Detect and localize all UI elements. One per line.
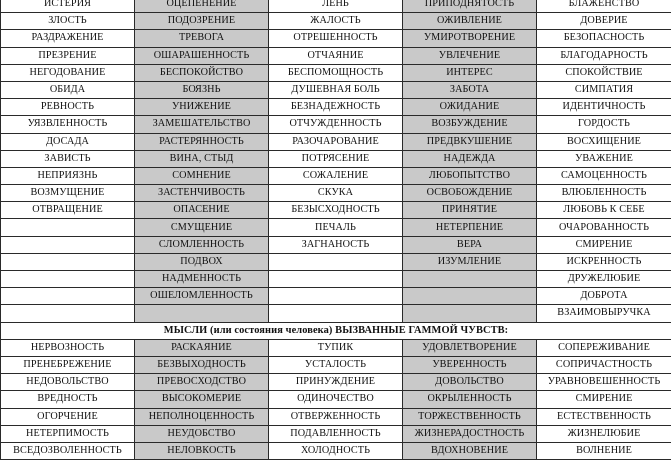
table-row bbox=[1, 442, 671, 459]
table-cell: ИЗУМЛЕНИЕ bbox=[403, 253, 537, 270]
table-row bbox=[1, 99, 671, 116]
table-cell: ЗЛОСТЬ bbox=[1, 13, 135, 30]
table-cell: ВОСХИЩЕНИЕ bbox=[537, 133, 671, 150]
table-cell: СПОКОЙСТВИЕ bbox=[537, 64, 671, 81]
table-cell: РАСКАЯНИЕ bbox=[135, 339, 269, 356]
feelings-section bbox=[1, 0, 671, 322]
table-cell: ПРЕВОСХОДСТВО bbox=[135, 374, 269, 391]
table-cell: ТОРЖЕСТВЕННОСТЬ bbox=[403, 408, 537, 425]
table-cell: ОЖИДАНИЕ bbox=[403, 99, 537, 116]
table-cell: ОДИНОЧЕСТВО bbox=[269, 391, 403, 408]
table-cell: ОТВЕРЖЕННОСТЬ bbox=[269, 408, 403, 425]
table-cell bbox=[1, 288, 135, 305]
table-cell: ВЛЮБЛЕННОСТЬ bbox=[537, 185, 671, 202]
table-cell: ПРЕЗРЕНИЕ bbox=[1, 47, 135, 64]
table-row bbox=[1, 30, 671, 47]
table-row bbox=[1, 185, 671, 202]
table-cell: УДОВЛЕТВОРЕНИЕ bbox=[403, 339, 537, 356]
table-cell bbox=[1, 219, 135, 236]
table-cell: РАЗДРАЖЕНИЕ bbox=[1, 30, 135, 47]
table-cell: ОСВОБОЖДЕНИЕ bbox=[403, 185, 537, 202]
table-cell bbox=[269, 288, 403, 305]
table-cell: НЕЛОВКОСТЬ bbox=[135, 442, 269, 459]
table-cell bbox=[269, 271, 403, 288]
section-header-group bbox=[1, 322, 671, 339]
table-cell: БЕЗЫСХОДНОСТЬ bbox=[269, 202, 403, 219]
table-cell: ПОДВОХ bbox=[135, 253, 269, 270]
table-cell bbox=[403, 305, 537, 322]
table-cell: СОЖАЛЕНИЕ bbox=[269, 167, 403, 184]
table-cell bbox=[269, 253, 403, 270]
table-cell: НЕТЕРПЕНИЕ bbox=[403, 219, 537, 236]
table-cell: ПРИНУЖДЕНИЕ bbox=[269, 374, 403, 391]
table-cell: ТРЕВОГА bbox=[135, 30, 269, 47]
table-cell: БЕЗВЫХОДНОСТЬ bbox=[135, 356, 269, 373]
table-cell: ИДЕНТИЧНОСТЬ bbox=[537, 99, 671, 116]
table-row bbox=[1, 219, 671, 236]
table-cell: ПРЕНЕБРЕЖЕНИЕ bbox=[1, 356, 135, 373]
table-cell: НАДМЕННОСТЬ bbox=[135, 271, 269, 288]
table-cell bbox=[403, 271, 537, 288]
table-cell: УРАВНОВЕШЕННОСТЬ bbox=[537, 374, 671, 391]
table-cell: УСТАЛОСТЬ bbox=[269, 356, 403, 373]
table-cell: ВЕРА bbox=[403, 236, 537, 253]
table-cell: ДОВОЛЬСТВО bbox=[403, 374, 537, 391]
table-cell: СОПРИЧАСТНОСТЬ bbox=[537, 356, 671, 373]
table-cell: НЕПРИЯЗНЬ bbox=[1, 167, 135, 184]
table-cell: ОЧАРОВАННОСТЬ bbox=[537, 219, 671, 236]
table-row bbox=[1, 305, 671, 322]
table-cell: ДОБРОТА bbox=[537, 288, 671, 305]
table-cell: ПОДОЗРЕНИЕ bbox=[135, 13, 269, 30]
table-cell: НАДЕЖДА bbox=[403, 150, 537, 167]
table-cell: ДУШЕВНАЯ БОЛЬ bbox=[269, 81, 403, 98]
table-cell: ЗАБОТА bbox=[403, 81, 537, 98]
thoughts-section bbox=[1, 339, 671, 459]
table-cell: СКУКА bbox=[269, 185, 403, 202]
table-cell: ИНТЕРЕС bbox=[403, 64, 537, 81]
table-cell: ЖИЗНЕРАДОСТНОСТЬ bbox=[403, 425, 537, 442]
table-cell: СОМНЕНИЕ bbox=[135, 167, 269, 184]
table-cell: СОПЕРЕЖИВАНИЕ bbox=[537, 339, 671, 356]
table-cell: ЖАЛОСТЬ bbox=[269, 13, 403, 30]
table-cell: ДОСАДА bbox=[1, 133, 135, 150]
table-cell: БЛАЖЕНСТВО bbox=[537, 0, 671, 13]
table-cell bbox=[1, 305, 135, 322]
table-row bbox=[1, 150, 671, 167]
table-row bbox=[1, 81, 671, 98]
table-row bbox=[1, 133, 671, 150]
table-cell bbox=[1, 236, 135, 253]
table-cell: УМИРОТВОРЕНИЕ bbox=[403, 30, 537, 47]
table-cell: РАЗОЧАРОВАНИЕ bbox=[269, 133, 403, 150]
table-cell: ВДОХНОВЕНИЕ bbox=[403, 442, 537, 459]
table-cell: БЕСПОКОЙСТВО bbox=[135, 64, 269, 81]
table-row bbox=[1, 202, 671, 219]
table-cell: СЛОМЛЕННОСТЬ bbox=[135, 236, 269, 253]
table-row bbox=[1, 116, 671, 133]
table-cell: ГОРДОСТЬ bbox=[537, 116, 671, 133]
table-cell: СИМПАТИЯ bbox=[537, 81, 671, 98]
section-header: МЫСЛИ (или состояния человека) ВЫЗВАННЫЕ ГАММОЙ ЧУВСТВ: bbox=[1, 322, 671, 339]
table-cell: ВРЕДНОСТЬ bbox=[1, 391, 135, 408]
table-row bbox=[1, 64, 671, 81]
table-cell: ЛЮБОПЫТСТВО bbox=[403, 167, 537, 184]
table-cell: БЛАГОДАРНОСТЬ bbox=[537, 47, 671, 64]
table-row bbox=[1, 0, 671, 13]
table-cell: ЗАГНАНОСТЬ bbox=[269, 236, 403, 253]
table-cell: СМИРЕНИЕ bbox=[537, 391, 671, 408]
table-row bbox=[1, 47, 671, 64]
table-cell: ВЗАИМОВЫРУЧКА bbox=[537, 305, 671, 322]
table-cell: ВОЗБУЖДЕНИЕ bbox=[403, 116, 537, 133]
table-cell: НЕТЕРПИМОСТЬ bbox=[1, 425, 135, 442]
table-cell: НЕРВОЗНОСТЬ bbox=[1, 339, 135, 356]
table-row bbox=[1, 425, 671, 442]
table-cell: ЖИЗНЕЛЮБИЕ bbox=[537, 425, 671, 442]
table-cell: НЕПОЛНОЦЕННОСТЬ bbox=[135, 408, 269, 425]
table-cell: ОТРЕШЕННОСТЬ bbox=[269, 30, 403, 47]
table-cell: БОЯЗНЬ bbox=[135, 81, 269, 98]
table-row bbox=[1, 288, 671, 305]
table-cell: ОБИДА bbox=[1, 81, 135, 98]
table-cell: ПОДАВЛЕННОСТЬ bbox=[269, 425, 403, 442]
table-cell: ПОТРЯСЕНИЕ bbox=[269, 150, 403, 167]
table-cell: ОТВРАЩЕНИЕ bbox=[1, 202, 135, 219]
table-cell: ЕСТЕСТВЕННОСТЬ bbox=[537, 408, 671, 425]
table-cell: ЛЕНЬ bbox=[269, 0, 403, 13]
table-row bbox=[1, 253, 671, 270]
table-row bbox=[1, 391, 671, 408]
table-cell: БЕСПОМОЩНОСТЬ bbox=[269, 64, 403, 81]
table-cell: БЕЗНАДЕЖНОСТЬ bbox=[269, 99, 403, 116]
table-cell: ОТЧУЖДЕННОСТЬ bbox=[269, 116, 403, 133]
table-row bbox=[1, 271, 671, 288]
table-cell: УВАЖЕНИЕ bbox=[537, 150, 671, 167]
table-cell: СМИРЕНИЕ bbox=[537, 236, 671, 253]
table-cell: ДРУЖЕЛЮБИЕ bbox=[537, 271, 671, 288]
table-cell: ЗАМЕШАТЕЛЬСТВО bbox=[135, 116, 269, 133]
table-cell: ОШАРАШЕННОСТЬ bbox=[135, 47, 269, 64]
table-cell: ПРИПОДНЯТОСТЬ bbox=[403, 0, 537, 13]
section-header-row bbox=[1, 322, 671, 339]
table-cell bbox=[403, 288, 537, 305]
table-cell: РЕВНОСТЬ bbox=[1, 99, 135, 116]
table-cell: БЕЗОПАСНОСТЬ bbox=[537, 30, 671, 47]
table-cell: ЛЮБОВЬ К СЕБЕ bbox=[537, 202, 671, 219]
table-cell: УВЕРЕННОСТЬ bbox=[403, 356, 537, 373]
table-cell bbox=[1, 253, 135, 270]
table-cell: УВЛЕЧЕНИЕ bbox=[403, 47, 537, 64]
table-row bbox=[1, 374, 671, 391]
table-row bbox=[1, 167, 671, 184]
table-cell: ВОЗМУЩЕНИЕ bbox=[1, 185, 135, 202]
table-cell bbox=[135, 305, 269, 322]
table-cell: ОГОРЧЕНИЕ bbox=[1, 408, 135, 425]
table-cell: ИСТЕРИЯ bbox=[1, 0, 135, 13]
table-cell: УНИЖЕНИЕ bbox=[135, 99, 269, 116]
table-cell: ЗАВИСТЬ bbox=[1, 150, 135, 167]
table-cell: ХОЛОДНОСТЬ bbox=[269, 442, 403, 459]
table-cell: ОКРЫЛЕННОСТЬ bbox=[403, 391, 537, 408]
table-cell: ТУПИК bbox=[269, 339, 403, 356]
table-row bbox=[1, 339, 671, 356]
table-row bbox=[1, 236, 671, 253]
table-cell: ПРЕДВКУШЕНИЕ bbox=[403, 133, 537, 150]
table-cell: ИСКРЕННОСТЬ bbox=[537, 253, 671, 270]
table-cell: НЕГОДОВАНИЕ bbox=[1, 64, 135, 81]
table-row bbox=[1, 356, 671, 373]
table-cell: ОЖИВЛЕНИЕ bbox=[403, 13, 537, 30]
table-cell: УЯЗВЛЕННОСТЬ bbox=[1, 116, 135, 133]
table-cell: СМУЩЕНИЕ bbox=[135, 219, 269, 236]
table-row bbox=[1, 13, 671, 30]
table-cell: САМОЦЕННОСТЬ bbox=[537, 167, 671, 184]
table-cell: ЗАСТЕНЧИВОСТЬ bbox=[135, 185, 269, 202]
table-cell: НЕУДОБСТВО bbox=[135, 425, 269, 442]
table-cell: ДОВЕРИЕ bbox=[537, 13, 671, 30]
table-cell: ОШЕЛОМЛЕННОСТЬ bbox=[135, 288, 269, 305]
table-cell: ВЫСОКОМЕРИЕ bbox=[135, 391, 269, 408]
table-cell bbox=[1, 271, 135, 288]
table-cell: ОЦЕПЕНЕНИЕ bbox=[135, 0, 269, 13]
table-row bbox=[1, 408, 671, 425]
table-cell: ВИНА, СТЫД bbox=[135, 150, 269, 167]
table-cell: НЕДОВОЛЬСТВО bbox=[1, 374, 135, 391]
table-cell: ОПАСЕНИЕ bbox=[135, 202, 269, 219]
table-cell: ОТЧАЯНИЕ bbox=[269, 47, 403, 64]
table-cell bbox=[269, 305, 403, 322]
table-cell: ПРИНЯТИЕ bbox=[403, 202, 537, 219]
table-cell: РАСТЕРЯННОСТЬ bbox=[135, 133, 269, 150]
table-cell: ВСЕДОЗВОЛЕННОСТЬ bbox=[1, 442, 135, 459]
table-cell: ПЕЧАЛЬ bbox=[269, 219, 403, 236]
table-cell: ВОЛНЕНИЕ bbox=[537, 442, 671, 459]
